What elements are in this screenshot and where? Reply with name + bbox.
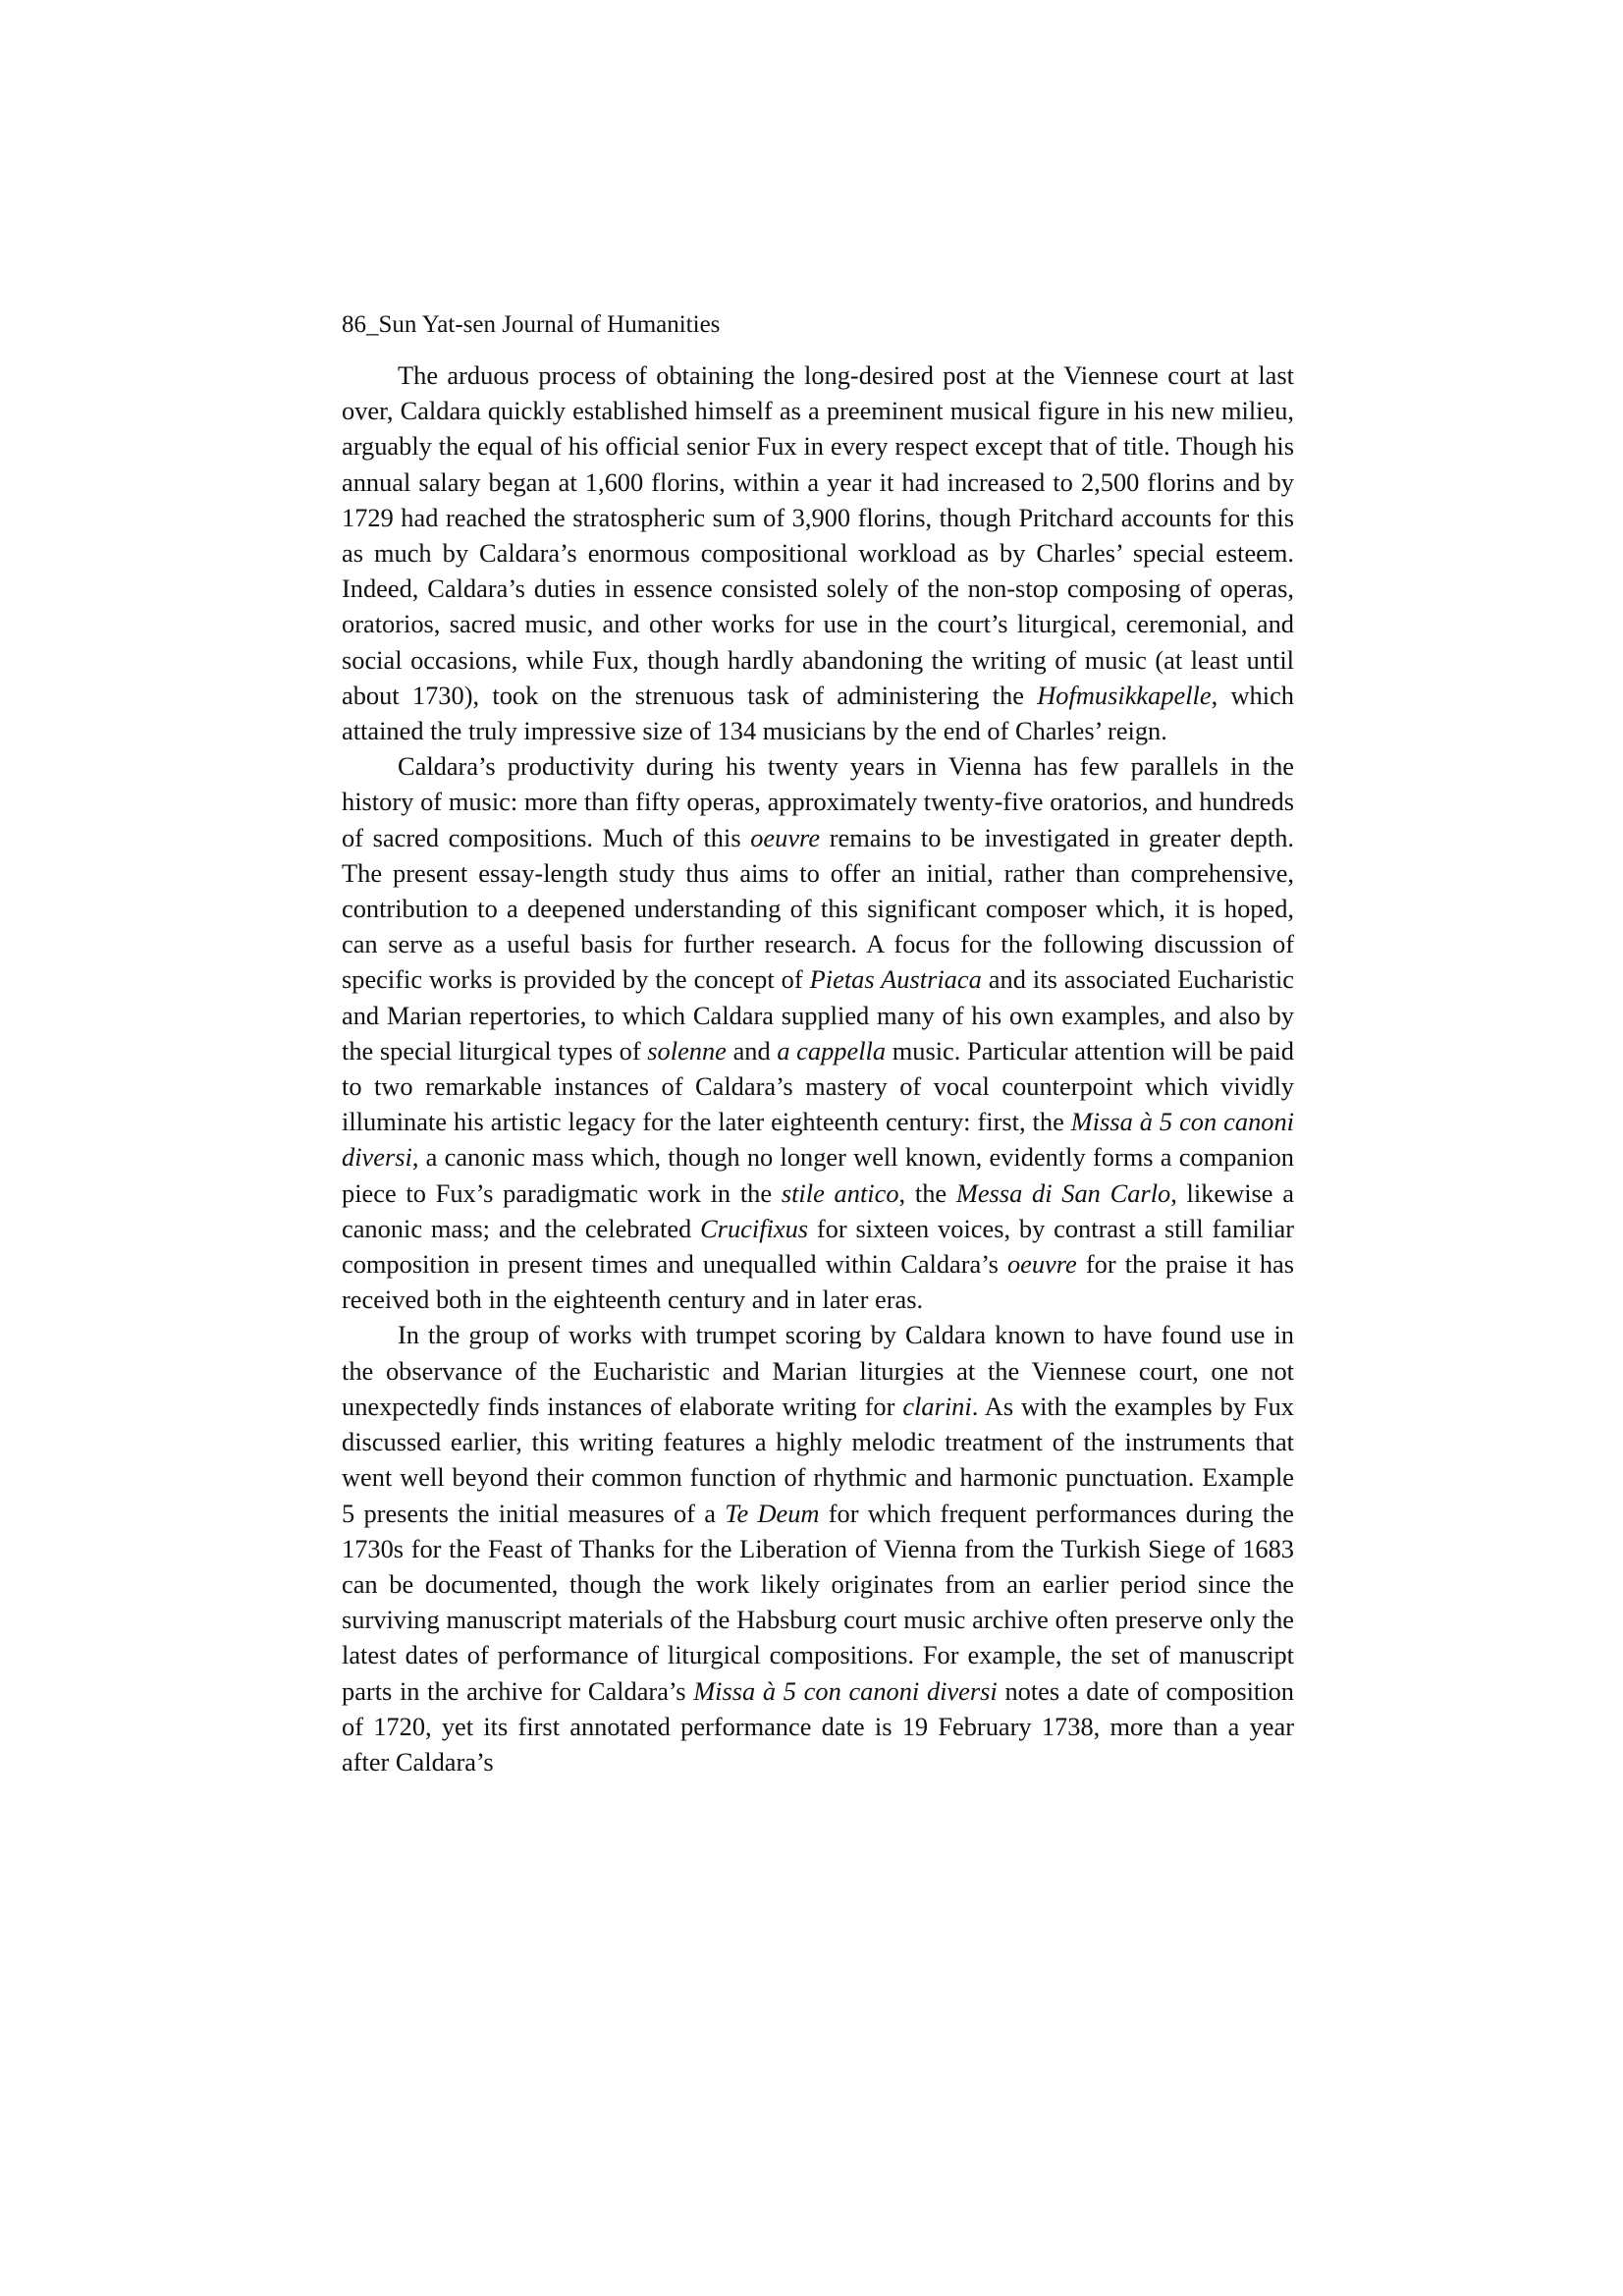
italic-term: Messa di San Carlo [955, 1177, 1171, 1208]
italic-term: stile antico [781, 1177, 899, 1208]
italic-term: solenne [647, 1035, 727, 1066]
text-segment: . As with the examples by Fux discussed earlier, this writing features a highly melodic treatment of the instruments that went well beyond their common function of rhythmic and harmonic punctuation. Example 5 presents the initial measures of a [342, 1391, 1294, 1528]
paragraph-2 [342, 748, 1294, 1317]
text-segment: Caldara’s productivity during his twenty years in Vienna has few parallels in the history of music: more than fifty operas, approximately twenty-five oratorios, and hundreds of sacred compositions. Much of this [342, 751, 1294, 852]
text-segment: , a canonic mass which, though no longer well known, evidently forms a companion piece to Fux’s paradigmatic work in the [342, 1142, 1294, 1208]
italic-term: Pietas Austriaca [809, 964, 982, 995]
italic-term: oeuvre [750, 822, 821, 852]
text-segment: for sixteen voices, by contrast a still familiar composition in present times and unequalled within Caldara’s [342, 1213, 1294, 1280]
paragraph-3 [342, 1317, 1294, 1779]
italic-term: Missa à 5 con canoni diversi [693, 1675, 998, 1706]
running-header: 86_Sun Yat-sen Journal of Humanities [342, 311, 721, 338]
text-segment: and its associated Eucharistic and Marian repertories, to which Caldara supplied many of his own examples, and also by the special liturgical types of [342, 964, 1294, 1066]
text-segment: , likewise a canonic mass; and the celebrated [342, 1177, 1294, 1243]
text-segment: and [726, 1035, 778, 1066]
paragraph-1 [342, 357, 1294, 748]
text-segment: music. Particular attention will be paid to two remarkable instances of Caldara’s mastery of vocal counterpoint which vividly illuminate his artistic legacy for the later eighteenth century: first, the [342, 1035, 1294, 1137]
text-segment: The arduous process of obtaining the long-desired post at the Viennese court at last over, Caldara quickly established himself as a preeminent musical figure in his new milieu, arguably the equal of his official senior Fux in every respect except that of title. Though his annual salary began at 1,600 florins, within a year it had increased to 2,500 florins and by 1729 had reached the stratospheric sum of 3,900 florins, though Pritchard accounts for this as much by Caldara’s enormous compositional workload as by Charles’ special esteem. Indeed, Caldara’s duties in essence consisted solely of the non-stop composing of operas, oratorios, sacred music, and other works for use in the court’s liturgical, ceremonial, and social occasions, while Fux, though hardly abandoning the writing of music (at least until about 1730), took on the strenuous task of administering the [342, 360, 1294, 710]
italic-term: Hofmusikkapelle [1037, 680, 1212, 710]
italic-term: oeuvre [1006, 1249, 1077, 1280]
text-segment: , the [898, 1177, 956, 1208]
text-segment: In the group of works with trumpet scoring by Caldara known to have found use in the observance of the Eucharistic and Marian liturgies at the Viennese court, one not unexpectedly finds instances of elaborate writing for [342, 1320, 1294, 1421]
text-segment: remains to be investigated in greater depth. The present essay-length study thus aims to offer an initial, rather than comprehensive, contribution to a deepened understanding of this significant composer which, it is hoped, can serve as a useful basis for further research. A focus for the following discussion of specific works is provided by the concept of [342, 822, 1295, 995]
text-segment: notes a date of composition of 1720, yet its first annotated performance date is 19 February 1738, more than a year after Caldara’s [342, 1675, 1294, 1777]
italic-term: clarini [902, 1391, 972, 1421]
article-body [342, 357, 1294, 1779]
text-segment: , which attained the truly impressive size of 134 musicians by the end of Charles’ reign. [342, 680, 1294, 746]
italic-term: Missa à 5 con canoni diversi [342, 1107, 1294, 1173]
text-segment: for the praise it has received both in the eighteenth century and in later eras. [342, 1249, 1295, 1315]
text-segment: for which frequent performances during the 1730s for the Feast of Thanks for the Liberation of Vienna from the Turkish Siege of 1683 can be documented, though the work likely originates from an earlier period since the surviving manuscript materials of the Habsburg court music archive often preserve only the latest dates of performance of liturgical compositions. For example, the set of manuscript parts in the archive for Caldara’s [342, 1498, 1294, 1706]
italic-term: Te Deum [725, 1498, 820, 1528]
italic-term: Crucifixus [700, 1213, 809, 1243]
italic-term: a cappella [777, 1035, 887, 1066]
